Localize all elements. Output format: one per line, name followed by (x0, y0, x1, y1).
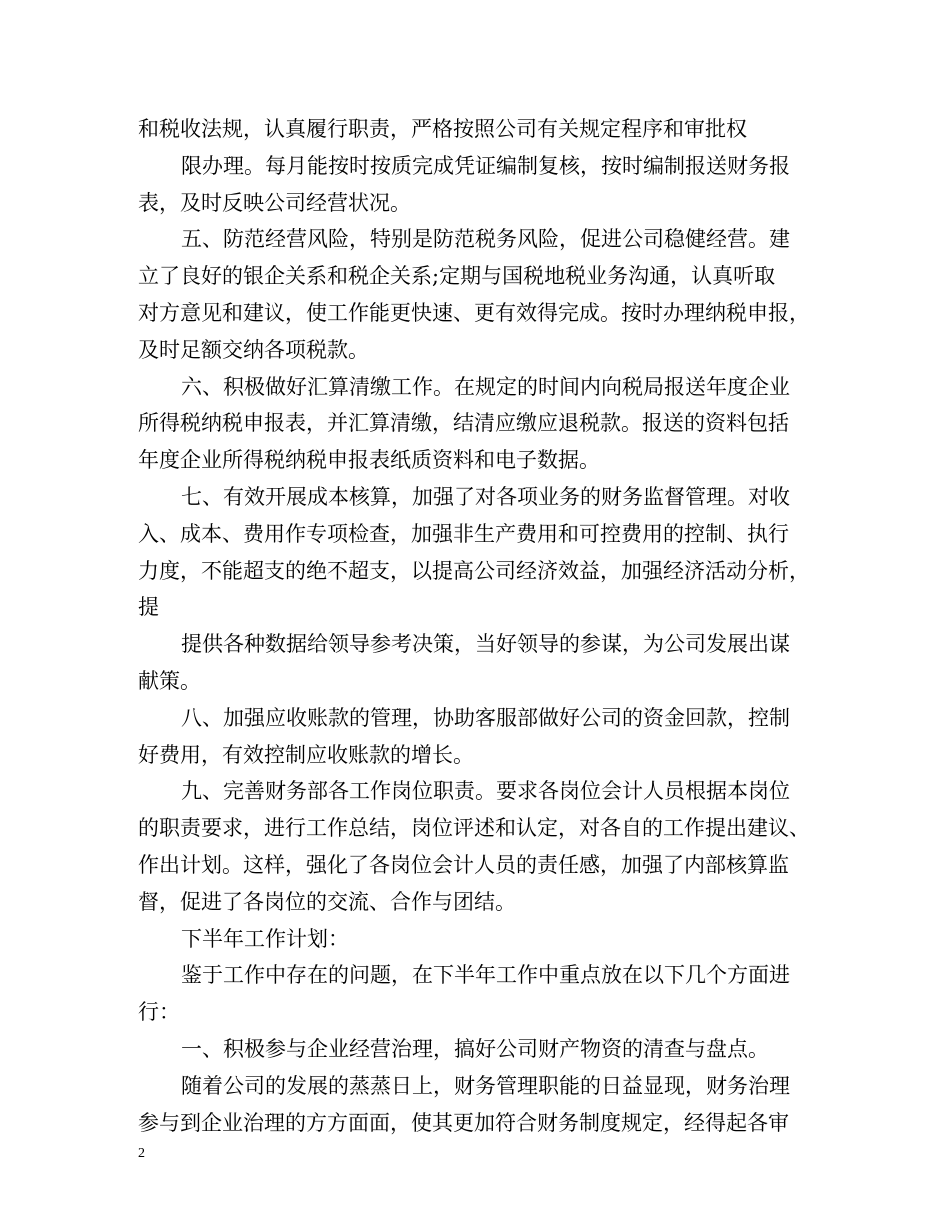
text-line: 五、防范经营风险，特别是防范税务风险，促进公司稳健经营。建 (181, 227, 790, 252)
text-line: 八、加强应收账款的管理，协助客服部做好公司的资金回款，控制 (181, 705, 790, 730)
body-text (138, 111, 818, 1141)
text-line: 随着公司的发展的蒸蒸日上，财务管理职能的日益显现，财务治理 (181, 1073, 790, 1098)
text-line: 和税收法规，认真履行职责，严格按照公司有关规定程序和审批权 (138, 117, 747, 141)
text-line: 六、积极做好汇算清缴工作。在规定的时间内向税局报送年度企业 (181, 374, 790, 399)
text-line: 对方意见和建议，使工作能更快速、更有效得完成。按时办理纳税申报， (138, 300, 810, 325)
text-line: 参与到企业治理的方方面面，使其更加符合财务制度规定，经得起各审 (138, 1110, 789, 1135)
text-line: 七、有效开展成本核算，加强了对各项业务的财务监督管理。对收 (181, 484, 790, 509)
text-line: 九、完善财务部各工作岗位职责。要求各岗位会计人员根据本岗位 (181, 779, 790, 804)
text-line: 督，促进了各岗位的交流、合作与团结。 (138, 889, 516, 914)
text-line: 年度企业所得税纳税申报表纸质资料和电子数据。 (138, 448, 600, 473)
text-line: 献策。 (138, 668, 201, 693)
page-number: 2 (138, 1146, 145, 1161)
text-line: 所得税纳税申报表，并汇算清缴，结清应缴应退税款。报送的资料包括 (138, 411, 789, 436)
text-line: 及时足额交纳各项税款。 (138, 337, 369, 362)
section-heading: 下半年工作计划： (181, 926, 349, 951)
text-line: 入、成本、费用作专项检查，加强非生产费用和可控费用的控制、执行 (138, 521, 789, 546)
text-line: 作出计划。这样，强化了各岗位会计人员的责任感，加强了内部核算监 (138, 852, 789, 877)
text-line: 的职责要求，进行工作总结，岗位评述和认定，对各自的工作提出建议、 (138, 816, 810, 841)
text-line: 好费用，有效控制应收账款的增长。 (138, 742, 474, 767)
text-line: 提供各种数据给领导参考决策，当好领导的参谋，为公司发展出谋 (181, 632, 790, 657)
text-line: 鉴于工作中存在的问题，在下半年工作中重点放在以下几个方面进 (181, 963, 790, 988)
text-line: 提 (138, 595, 159, 620)
text-line: 行： (138, 1000, 180, 1025)
text-line: 表，及时反映公司经营状况。 (138, 190, 411, 215)
text-line: 一、积极参与企业经营治理，搞好公司财产物资的清查与盘点。 (181, 1036, 769, 1061)
text-line: 限办理。每月能按时按质完成凭证编制复核，按时编制报送财务报 (181, 153, 790, 178)
text-line: 力度，不能超支的绝不超支，以提高公司经济效益，加强经济活动分析， (138, 558, 810, 583)
text-line: 立了良好的银企关系和税企关系;定期与国税地税业务沟通，认真听取 (138, 264, 776, 289)
